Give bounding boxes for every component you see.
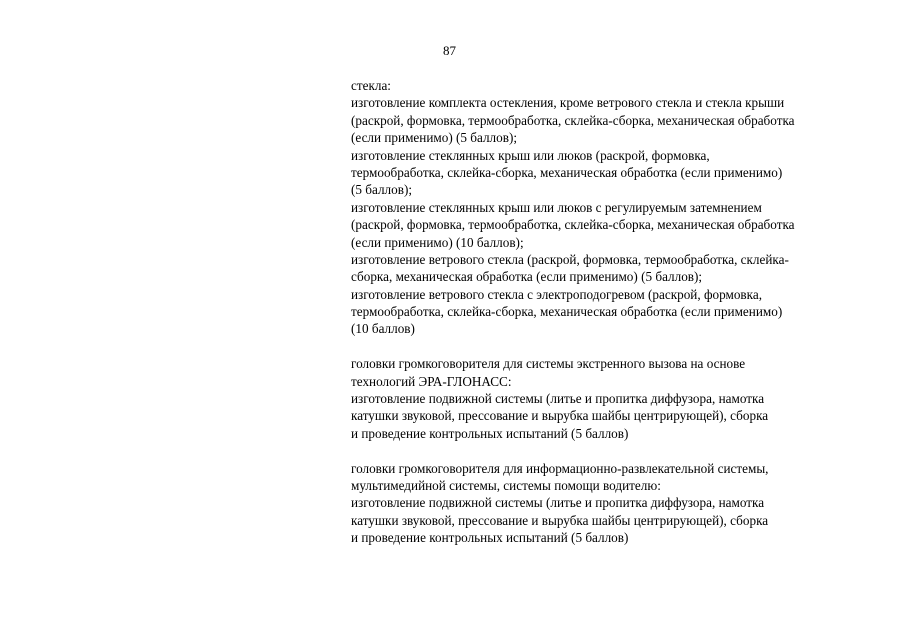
text-line: головки громкоговорителя для системы экстренного вызова на основе (351, 356, 746, 372)
text-line: изготовление подвижной системы (литье и пропитка диффузора, намотка (351, 391, 765, 407)
text-line: (если применимо) (5 баллов); (351, 130, 518, 146)
document-body (351, 77, 871, 547)
text-line: мультимедийной системы, системы помощи водителю: (351, 477, 661, 493)
text-line: (10 баллов) (351, 321, 415, 337)
text-line: изготовление подвижной системы (литье и пропитка диффузора, намотка (351, 495, 765, 511)
emergency-speaker-section (351, 355, 871, 442)
text-line: термообработка, склейка-сборка, механическая обработка (если применимо) (351, 164, 783, 180)
text-line: изготовление ветрового стекла (раскрой, формовка, термообработка, склейка- (351, 251, 789, 267)
paragraph-gap (351, 442, 871, 459)
text-line: катушки звуковой, прессование и вырубка шайбы центрирующей), сборка (351, 512, 769, 528)
text-line: головки громкоговорителя для информационно-развлекательной системы, (351, 460, 769, 476)
text-line: изготовление комплекта остекления, кроме ветрового стекла и стекла крыши (351, 95, 785, 111)
text-line: (если применимо) (10 баллов); (351, 234, 524, 250)
text-line: термообработка, склейка-сборка, механическая обработка (если применимо) (351, 304, 783, 320)
page-number: 87 (443, 43, 456, 58)
paragraph-gap (351, 338, 871, 355)
text-line: (5 баллов); (351, 182, 412, 198)
text-line: изготовление стеклянных крыш или люков (раскрой, формовка, (351, 147, 710, 163)
text-line: катушки звуковой, прессование и вырубка шайбы центрирующей), сборка (351, 408, 769, 424)
glass-section (351, 77, 871, 338)
text-line: (раскрой, формовка, термообработка, склейка-сборка, механическая обработка (351, 112, 795, 128)
text-line: изготовление ветрового стекла с электроподогревом (раскрой, формовка, (351, 286, 763, 302)
text-line: стекла: (351, 78, 391, 93)
text-line: и проведение контрольных испытаний (5 баллов) (351, 425, 629, 441)
text-line: изготовление стеклянных крыш или люков с регулируемым затемнением (351, 199, 762, 215)
text-line: технологий ЭРА-ГЛОНАСС: (351, 373, 512, 389)
text-line: сборка, механическая обработка (если применимо) (5 баллов); (351, 269, 703, 285)
text-line: и проведение контрольных испытаний (5 баллов) (351, 530, 629, 546)
infotainment-speaker-section (351, 460, 871, 547)
text-line: (раскрой, формовка, термообработка, склейка-сборка, механическая обработка (351, 217, 795, 233)
